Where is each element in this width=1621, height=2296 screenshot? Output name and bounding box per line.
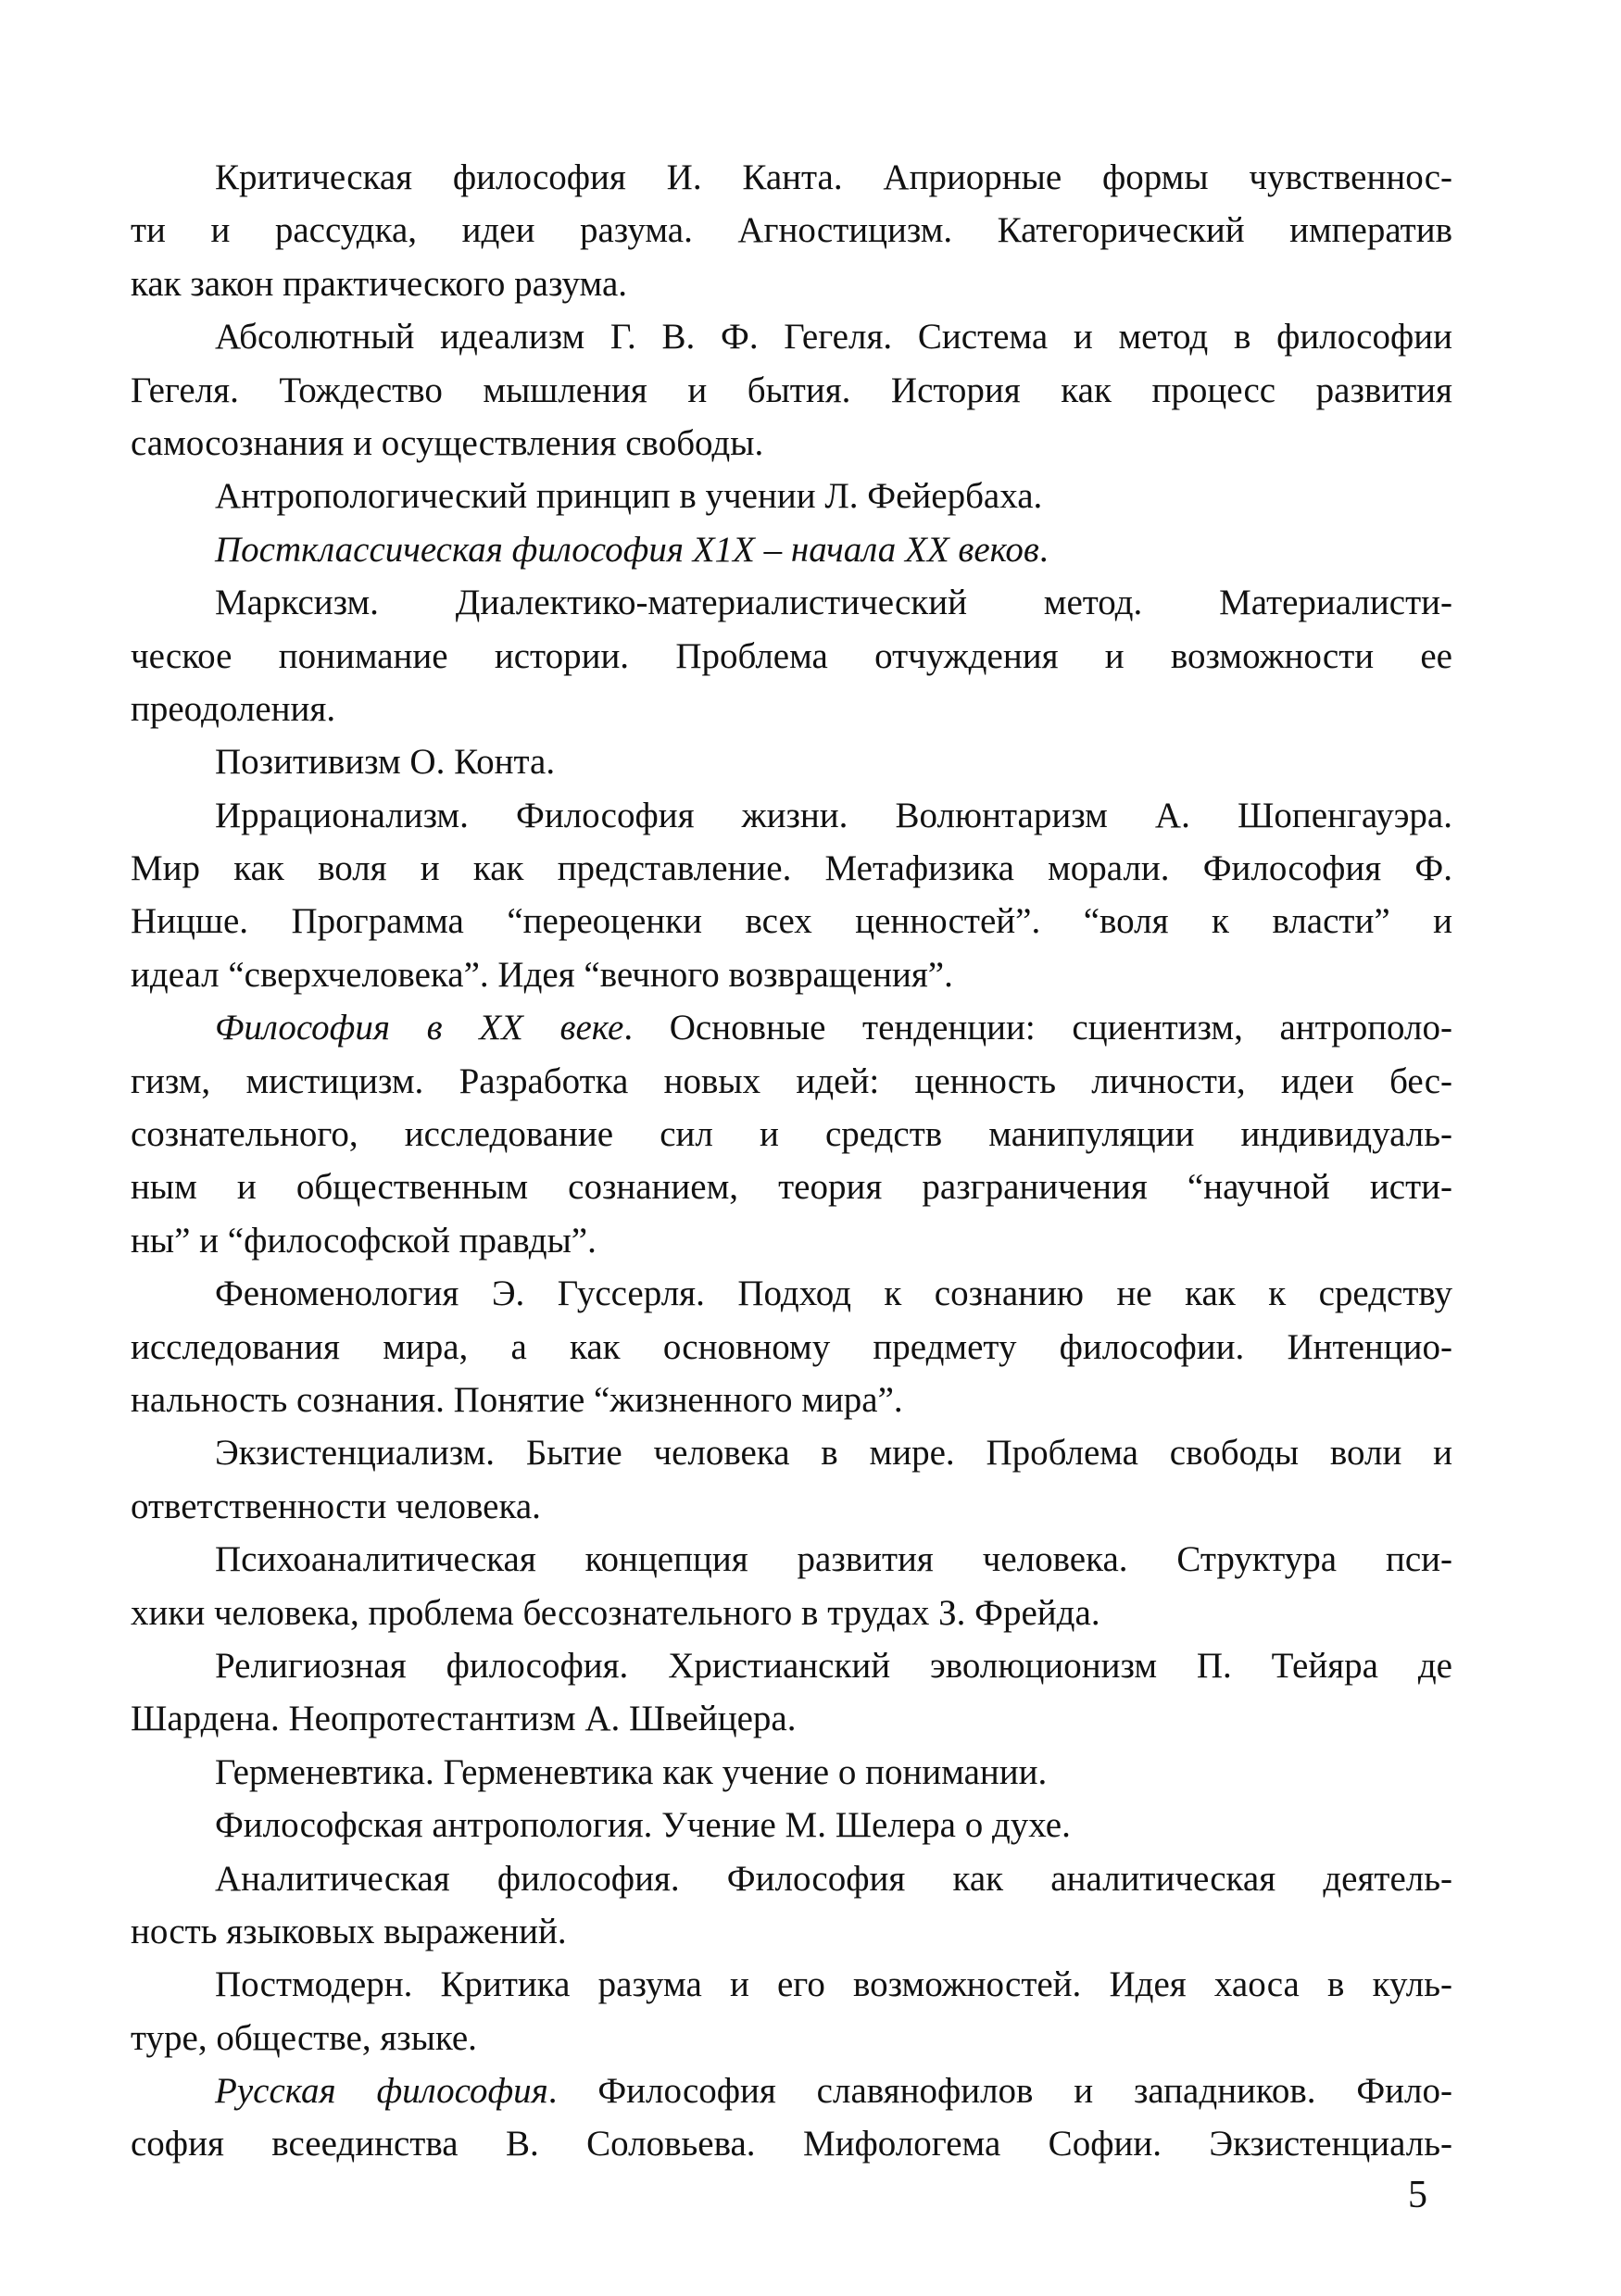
- text-line: [215, 1639, 1452, 1692]
- text-line: [131, 1374, 1452, 1426]
- text-segment: ческое понимание истории. Проблема отчуждения и возможности ее: [131, 635, 1452, 676]
- text-line: [131, 948, 1452, 1001]
- text-segment: Ницше. Программа “переоценки всех ценностей”. “воля к власти” и: [131, 901, 1452, 942]
- text-line: [131, 1161, 1452, 1213]
- text-segment: самосознания и осуществления свободы.: [131, 422, 764, 463]
- text-segment: Постмодерн. Критика разума и его возможностей. Идея хаоса в куль-: [215, 1964, 1452, 2005]
- text-segment: Шардена. Неопротестантизм А. Швейцера.: [131, 1699, 797, 1739]
- text-line: [131, 1108, 1452, 1161]
- italic-heading-text: Русская философия: [215, 2071, 548, 2112]
- text-line: [215, 1852, 1452, 1905]
- text-segment: Экзистенциализм. Бытие человека в мире. Проблема свободы воли и: [215, 1433, 1452, 1474]
- text-segment: Антропологический принцип в учении Л. Фейербаха.: [215, 476, 1043, 517]
- text-line: [131, 364, 1452, 417]
- text-segment: Феноменология Э. Гуссерля. Подход к сознанию не как к средству: [215, 1273, 1452, 1314]
- text-line: [131, 1587, 1452, 1639]
- body-text: [131, 151, 1453, 2171]
- text-segment: Психоаналитическая концепция развития человека. Структура пси-: [215, 1539, 1452, 1580]
- text-segment: Религиозная философия. Христианский эволюционизм П. Тейяра де: [215, 1645, 1452, 1686]
- text-segment: как закон практического разума.: [131, 263, 628, 304]
- text-segment: Критическая философия И. Канта. Априорные формы чувственнос-: [215, 157, 1452, 197]
- text-line: [131, 417, 1452, 470]
- text-segment: ность языковых выражений.: [131, 1911, 567, 1951]
- text-line: [215, 1267, 1452, 1320]
- text-line: [215, 1001, 1452, 1054]
- text-line: [215, 1533, 1452, 1586]
- text-line: [215, 576, 1452, 629]
- text-segment: туре, обществе, языке.: [131, 2017, 477, 2058]
- text-segment: Философская антропология. Учение М. Шелера о духе.: [215, 1805, 1071, 1846]
- text-line: [131, 257, 1452, 310]
- page-number: 5: [1408, 2174, 1427, 2216]
- text-line: [131, 204, 1452, 257]
- text-line: [131, 1480, 1452, 1533]
- text-line: [215, 1958, 1452, 2011]
- text-segment: Герменевтика. Герменевтика как учение о понимании.: [215, 1751, 1048, 1792]
- text-line: [131, 2117, 1452, 2170]
- text-line: [131, 1692, 1452, 1745]
- text-line: [215, 310, 1452, 363]
- text-segment: нальность сознания. Понятие “жизненного мира”.: [131, 1379, 903, 1420]
- text-segment: Иррационализм. Философия жизни. Волюнтаризм А. Шопенгауэра.: [215, 795, 1452, 835]
- text-segment: ти и рассудка, идеи разума. Агностицизм. Категорический императив: [131, 210, 1452, 251]
- text-segment: .: [1038, 529, 1049, 570]
- text-segment: ным и общественным сознанием, теория разграничения “научной исти-: [131, 1167, 1452, 1208]
- text-segment: . Философия славянофилов и западников. Фило-: [547, 2071, 1453, 2112]
- text-line: [215, 151, 1452, 204]
- text-line: [131, 1055, 1452, 1108]
- text-line: [131, 630, 1452, 683]
- text-segment: Абсолютный идеализм Г. В. Ф. Гегеля. Система и метод в философии: [215, 317, 1452, 358]
- text-segment: Аналитическая философия. Философия как аналитическая деятель-: [215, 1858, 1452, 1899]
- text-segment: . Основные тенденции: сциентизм, антрополо-: [623, 1008, 1452, 1048]
- text-line: [131, 1905, 1452, 1958]
- text-line: [215, 789, 1452, 842]
- text-segment: гизм, мистицизм. Разработка новых идей: ценность личности, идеи бес-: [131, 1060, 1452, 1101]
- text-segment: исследования мира, а как основному предмету философии. Интенцио-: [131, 1326, 1452, 1367]
- text-line: [215, 1799, 1452, 1851]
- text-segment: ответственности человека.: [131, 1486, 541, 1526]
- text-line: [215, 470, 1452, 522]
- italic-heading-text: Философия в XX веке: [215, 1008, 624, 1048]
- text-line: [131, 1214, 1452, 1267]
- text-line: [131, 1321, 1452, 1374]
- text-line: [131, 683, 1452, 735]
- text-segment: Гегеля. Тождество мышления и бытия. История как процесс развития: [131, 370, 1452, 410]
- italic-heading-text: Постклассическая философия X1X – начала XX веков: [215, 529, 1039, 570]
- text-segment: софия всеединства В. Соловьева. Мифологема Софии. Экзистенциаль-: [131, 2124, 1452, 2164]
- text-segment: Позитивизм О. Конта.: [215, 742, 556, 783]
- text-segment: идеал “сверхчеловека”. Идея “вечного возвращения”.: [131, 954, 953, 995]
- text-line: [215, 735, 1452, 788]
- text-segment: преодоления.: [131, 688, 336, 729]
- text-line: [215, 523, 1452, 576]
- text-line: [215, 2064, 1452, 2117]
- text-segment: Марксизм. Диалектико-материалистический метод. Материалисти-: [215, 583, 1452, 623]
- text-line: [215, 1746, 1452, 1799]
- text-line: [131, 895, 1452, 947]
- text-line: [131, 842, 1452, 895]
- text-segment: Мир как воля и как представление. Метафизика морали. Философия Ф.: [131, 848, 1452, 889]
- text-segment: сознательного, исследование сил и средств манипуляции индивидуаль-: [131, 1114, 1452, 1155]
- text-line: [215, 1426, 1452, 1479]
- text-segment: хики человека, проблема бессознательного в трудах З. Фрейда.: [131, 1592, 1100, 1633]
- text-segment: ны” и “философской правды”.: [131, 1220, 597, 1261]
- text-line: [131, 2012, 1452, 2064]
